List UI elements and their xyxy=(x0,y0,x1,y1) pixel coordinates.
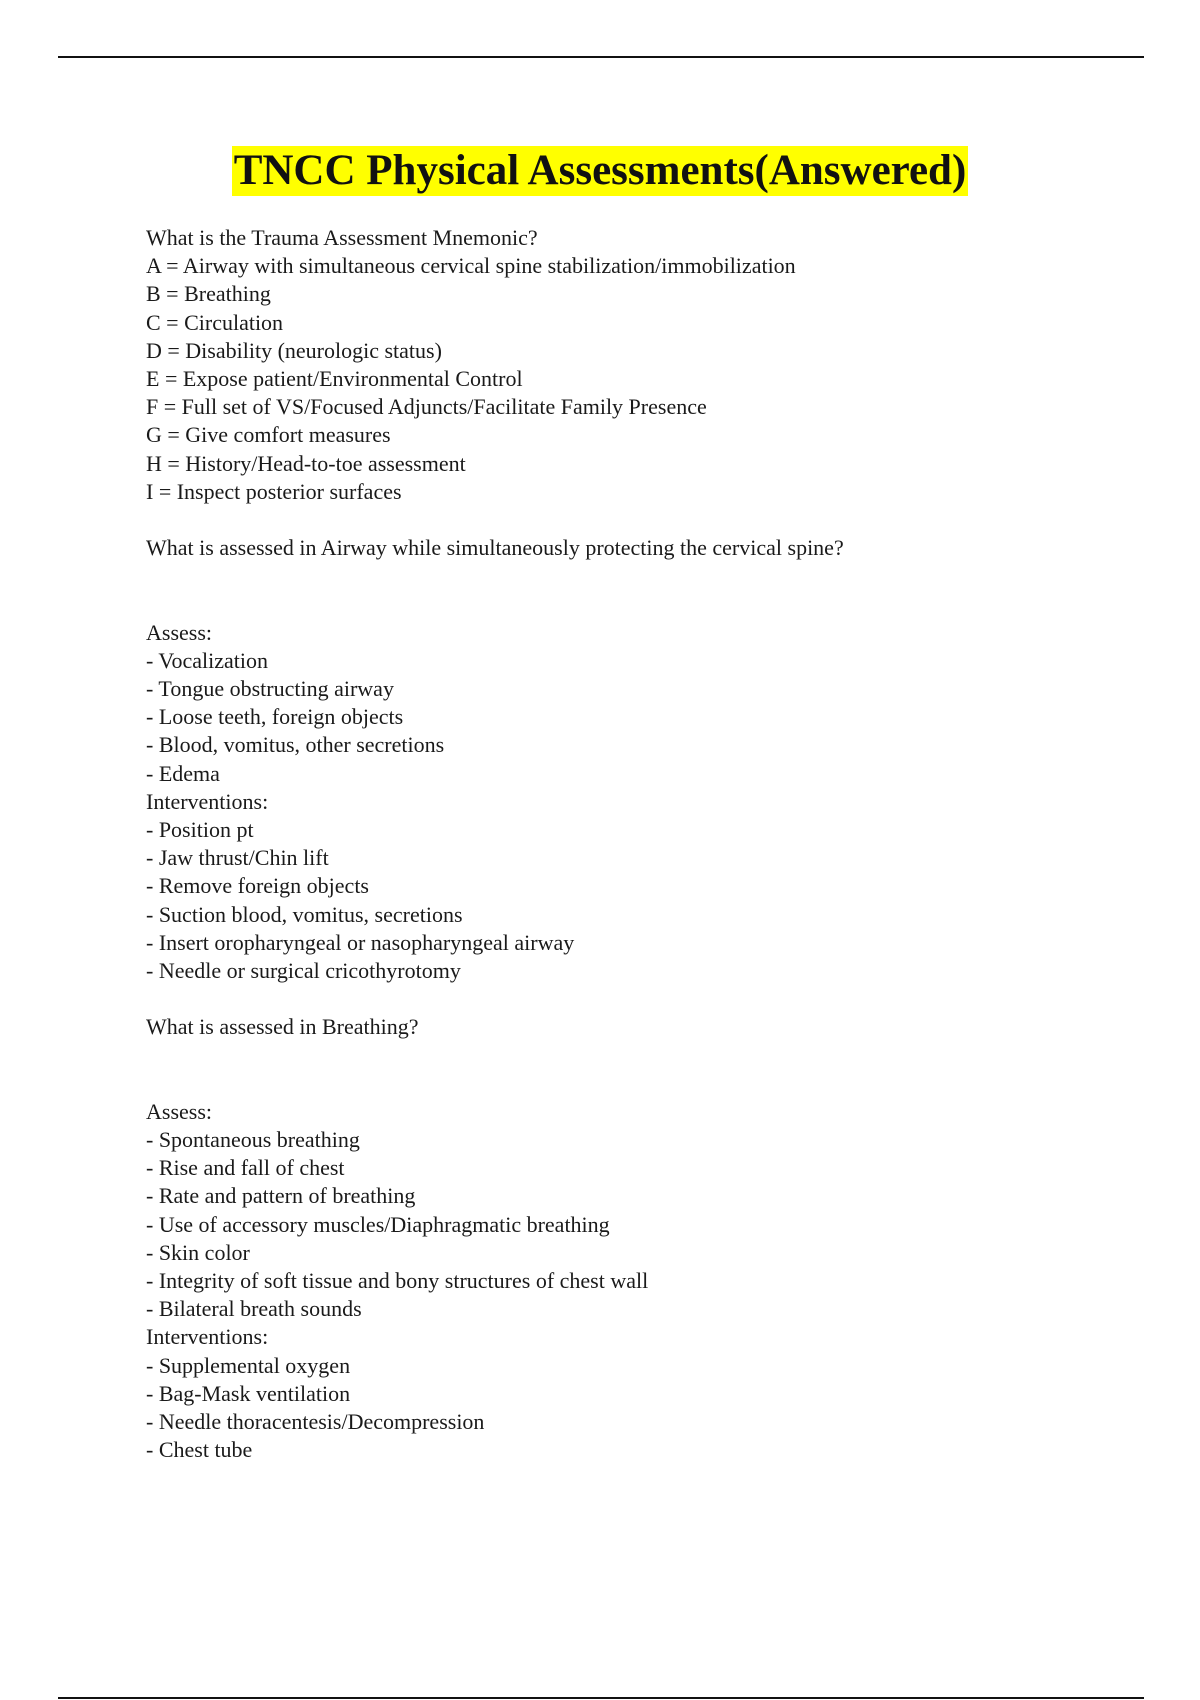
top-rule xyxy=(58,56,1144,58)
mnemonic-line: D = Disability (neurologic status) xyxy=(146,337,442,363)
document-body xyxy=(146,224,1106,1464)
question: What is assessed in Breathing? xyxy=(146,1014,419,1040)
assess-item: - Integrity of soft tissue and bony structures of chest wall xyxy=(146,1267,649,1293)
assess-item: - Blood, vomitus, other secretions xyxy=(146,732,445,758)
intervention-item: - Suction blood, vomitus, secretions xyxy=(146,901,463,927)
mnemonic-line: B = Breathing xyxy=(146,281,271,307)
assess-item: - Edema xyxy=(146,760,220,786)
bottom-rule xyxy=(58,1697,1144,1699)
assess-label: Assess: xyxy=(146,1098,213,1124)
intervention-item: - Remove foreign objects xyxy=(146,873,369,899)
interventions-label: Interventions: xyxy=(146,1324,269,1350)
mnemonic-line: F = Full set of VS/Focused Adjuncts/Facilitate Family Presence xyxy=(146,394,707,420)
mnemonic-line: A = Airway with simultaneous cervical spine stabilization/immobilization xyxy=(146,253,796,279)
spacer xyxy=(146,1041,1106,1097)
assess-item: - Tongue obstructing airway xyxy=(146,676,394,702)
mnemonic-line: G = Give comfort measures xyxy=(146,422,391,448)
section-breathing xyxy=(146,1013,1106,1464)
assess-item: - Use of accessory muscles/Diaphragmatic breathing xyxy=(146,1211,610,1237)
assess-item: - Rate and pattern of breathing xyxy=(146,1183,416,1209)
assess-item: - Skin color xyxy=(146,1239,250,1265)
assess-item: - Spontaneous breathing xyxy=(146,1127,360,1153)
assess-label: Assess: xyxy=(146,619,213,645)
mnemonic-line: E = Expose patient/Environmental Control xyxy=(146,365,523,391)
spacer xyxy=(146,985,1106,1013)
section-airway xyxy=(146,534,1106,985)
mnemonic-line: C = Circulation xyxy=(146,309,284,335)
mnemonic-line: I = Inspect posterior surfaces xyxy=(146,478,402,504)
intervention-item: - Position pt xyxy=(146,816,254,842)
interventions-label: Interventions: xyxy=(146,788,269,814)
intervention-item: - Jaw thrust/Chin lift xyxy=(146,845,329,871)
question: What is the Trauma Assessment Mnemonic? xyxy=(146,225,538,250)
mnemonic-line: H = History/Head-to-toe assessment xyxy=(146,450,466,476)
spacer xyxy=(146,506,1106,534)
assess-item: - Bilateral breath sounds xyxy=(146,1296,362,1322)
intervention-item: - Bag-Mask ventilation xyxy=(146,1380,351,1406)
assess-item: - Vocalization xyxy=(146,647,268,673)
assess-item: - Loose teeth, foreign objects xyxy=(146,704,404,730)
assess-item: - Rise and fall of chest xyxy=(146,1155,345,1181)
page-title: TNCC Physical Assessments(Answered) xyxy=(233,147,967,194)
intervention-item: - Needle thoracentesis/Decompression xyxy=(146,1408,485,1434)
title-container xyxy=(0,146,1200,196)
intervention-item: - Needle or surgical cricothyrotomy xyxy=(146,957,461,983)
section-mnemonic xyxy=(146,224,1106,506)
intervention-item: - Insert oropharyngeal or nasopharyngeal airway xyxy=(146,929,575,955)
intervention-item: - Supplemental oxygen xyxy=(146,1352,351,1378)
question: What is assessed in Airway while simultaneously protecting the cervical spine? xyxy=(146,535,844,561)
intervention-item: - Chest tube xyxy=(146,1437,253,1463)
spacer xyxy=(146,562,1106,618)
